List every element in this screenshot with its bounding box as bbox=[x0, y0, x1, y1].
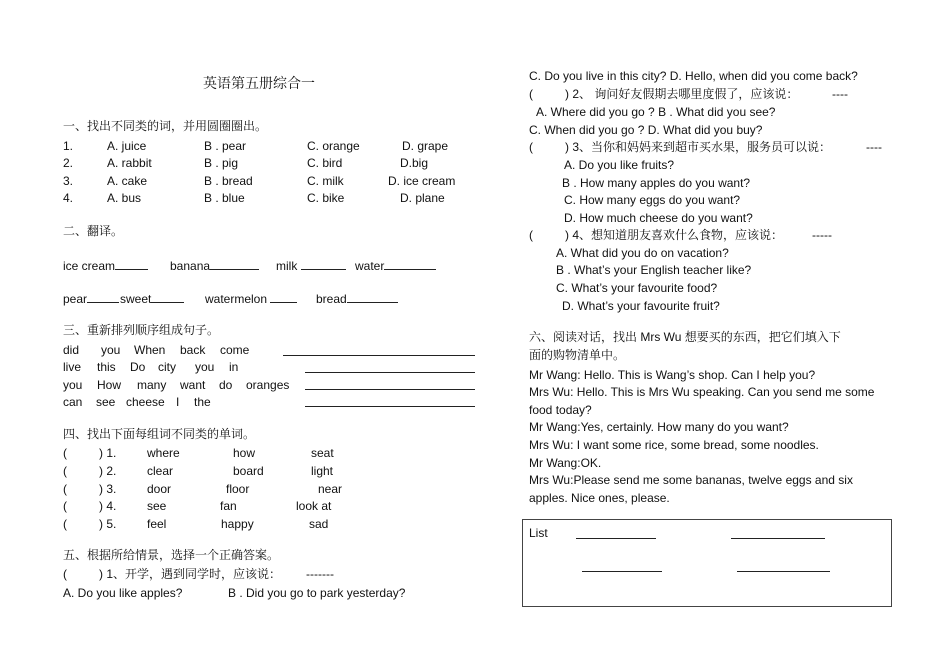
section-2-heading: 二、翻译。 bbox=[63, 224, 124, 238]
answer-paren-open[interactable]: ( bbox=[63, 567, 67, 581]
scrambled-word: you bbox=[101, 343, 121, 357]
translate-item bbox=[276, 258, 346, 273]
option-c: C. orange bbox=[307, 139, 360, 153]
choice-a: A. Do you like apples? bbox=[63, 586, 183, 600]
answer-blank[interactable] bbox=[115, 258, 148, 270]
choices-c-d: C. When did you go ? D. What did you buy? bbox=[529, 123, 763, 137]
choice-b: B . How many apples do you want? bbox=[562, 176, 751, 190]
scrambled-word: oranges bbox=[246, 378, 290, 392]
question-dash: ------- bbox=[306, 567, 334, 581]
option-c: C. bird bbox=[307, 156, 343, 170]
translate-item bbox=[120, 291, 184, 306]
dialog-line: Mrs Wu: Hello. This is Mrs Wu speaking. Can you send me some bbox=[529, 385, 875, 399]
scrambled-word: the bbox=[194, 395, 211, 409]
list-answer-line[interactable] bbox=[737, 571, 830, 572]
answer-blank[interactable] bbox=[270, 291, 297, 303]
question-dash: ---- bbox=[832, 87, 848, 101]
word-option: near bbox=[318, 482, 343, 496]
scrambled-word: When bbox=[134, 343, 166, 357]
scrambled-word: live bbox=[63, 360, 82, 374]
item-number: 3. bbox=[63, 174, 74, 188]
item-number: ) 5. bbox=[99, 517, 117, 531]
answer-blank[interactable] bbox=[151, 291, 184, 303]
answer-blank[interactable] bbox=[301, 258, 346, 270]
scrambled-word: cheese bbox=[126, 395, 165, 409]
list-answer-line[interactable] bbox=[576, 538, 656, 539]
translate-word: water bbox=[355, 259, 385, 273]
answer-blank[interactable] bbox=[210, 258, 259, 270]
option-a: A. rabbit bbox=[107, 156, 152, 170]
answer-blank[interactable] bbox=[384, 258, 436, 270]
scrambled-word: Do bbox=[130, 360, 146, 374]
answer-blank[interactable] bbox=[347, 291, 398, 303]
translate-item bbox=[63, 291, 119, 306]
dialog-line: food today? bbox=[529, 403, 592, 417]
question-text: ) 4、想知道朋友喜欢什么食物，应该说： bbox=[565, 228, 784, 242]
choice-b: B . What’s your English teacher like? bbox=[556, 263, 752, 277]
section-6-heading: 六、阅读对话，找出 Mrs Wu 想要买的东西，把它们填入下 bbox=[529, 330, 841, 344]
section-5-heading: 五、根据所给情景，选择一个正确答案。 bbox=[63, 548, 280, 562]
translate-item bbox=[63, 258, 148, 273]
option-c: C. bike bbox=[307, 191, 345, 205]
section-6-heading-cont: 面的购物清单中。 bbox=[529, 348, 626, 362]
choices-a-b: A. Where did you go ? B . What did you see? bbox=[536, 105, 776, 119]
scrambled-word: want bbox=[180, 378, 206, 392]
answer-blank[interactable] bbox=[87, 291, 119, 303]
answer-paren-open[interactable]: ( bbox=[63, 517, 67, 531]
scrambled-word: back bbox=[180, 343, 206, 357]
answer-paren-open[interactable]: ( bbox=[63, 446, 67, 460]
scrambled-word: you bbox=[63, 378, 83, 392]
question-text: ) 2、 询问好友假期去哪里度假了，应该说： bbox=[565, 87, 799, 101]
choices-c-d: C. Do you live in this city? D. Hello, when did you come back? bbox=[529, 69, 858, 83]
option-b: B . bread bbox=[204, 174, 253, 188]
option-d: D.big bbox=[400, 156, 429, 170]
sentence-answer-line[interactable] bbox=[305, 389, 475, 390]
answer-paren-open[interactable]: ( bbox=[63, 482, 67, 496]
scrambled-word: How bbox=[97, 378, 122, 392]
item-number: ) 4. bbox=[99, 499, 117, 513]
scrambled-word: city bbox=[158, 360, 176, 374]
choice-a: A. What did you do on vacation? bbox=[556, 246, 729, 260]
page-title: 英语第五册综合一 bbox=[203, 75, 315, 91]
dialog-line: Mrs Wu:Please send me some bananas, twelve eggs and six bbox=[529, 473, 853, 487]
question-text: ) 3、当你和妈妈来到超市买水果，服务员可以说： bbox=[565, 140, 832, 154]
scrambled-word: did bbox=[63, 343, 80, 357]
word-option: light bbox=[311, 464, 334, 478]
translate-item bbox=[170, 258, 259, 273]
dialog-line: Mr Wang:OK. bbox=[529, 456, 602, 470]
word-option: seat bbox=[311, 446, 334, 460]
item-number: ) 2. bbox=[99, 464, 117, 478]
translate-item bbox=[316, 291, 398, 306]
translate-word: bread bbox=[316, 292, 347, 306]
scrambled-word: can bbox=[63, 395, 83, 409]
word-option: board bbox=[233, 464, 264, 478]
translate-word: watermelon bbox=[205, 292, 268, 306]
choice-b: B . Did you go to park yesterday? bbox=[228, 586, 406, 600]
option-d: D. grape bbox=[402, 139, 449, 153]
word-option: fan bbox=[220, 499, 237, 513]
option-d: D. ice cream bbox=[388, 174, 456, 188]
word-option: how bbox=[233, 446, 256, 460]
item-number: ) 1. bbox=[99, 446, 117, 460]
word-option: feel bbox=[147, 517, 167, 531]
item-number: 4. bbox=[63, 191, 74, 205]
scrambled-word: many bbox=[137, 378, 167, 392]
scrambled-word: come bbox=[220, 343, 250, 357]
choice-c: C. How many eggs do you want? bbox=[564, 193, 741, 207]
option-a: A. cake bbox=[107, 174, 148, 188]
sentence-answer-line[interactable] bbox=[283, 355, 475, 356]
section-3-heading: 三、重新排列顺序组成句子。 bbox=[63, 323, 220, 337]
choice-c: C. What’s your favourite food? bbox=[556, 281, 718, 295]
answer-paren-open[interactable]: ( bbox=[63, 464, 67, 478]
word-option: happy bbox=[221, 517, 254, 531]
option-c: C. milk bbox=[307, 174, 344, 188]
translate-word: banana bbox=[170, 259, 211, 273]
option-a: A. juice bbox=[107, 139, 147, 153]
sentence-answer-line[interactable] bbox=[305, 372, 475, 373]
word-option: look at bbox=[296, 499, 332, 513]
question-text: ) 1、开学，遇到同学时，应该说： bbox=[99, 567, 282, 581]
scrambled-word: in bbox=[229, 360, 239, 374]
answer-paren-open[interactable]: ( bbox=[529, 140, 533, 154]
sentence-answer-line[interactable] bbox=[305, 406, 475, 407]
option-a: A. bus bbox=[107, 191, 142, 205]
translate-word: milk bbox=[276, 259, 298, 273]
item-number: 2. bbox=[63, 156, 74, 170]
answer-paren-open[interactable]: ( bbox=[63, 499, 67, 513]
translate-word: pear bbox=[63, 292, 88, 306]
translate-word: ice cream bbox=[63, 259, 116, 273]
choice-a: A. Do you like fruits? bbox=[564, 158, 675, 172]
dialog-line: Mr Wang:Yes, certainly. How many do you want? bbox=[529, 420, 789, 434]
option-d: D. plane bbox=[400, 191, 445, 205]
dialog-line: Mr Wang: Hello. This is Wang’s shop. Can I help you? bbox=[529, 368, 816, 382]
section-4-heading: 四、找出下面每组词不同类的单词。 bbox=[63, 427, 256, 441]
question-dash: ---- bbox=[866, 140, 882, 154]
scrambled-word: do bbox=[219, 378, 233, 392]
option-b: B . pear bbox=[204, 139, 247, 153]
choice-d: D. How much cheese do you want? bbox=[564, 211, 753, 225]
answer-paren-open[interactable]: ( bbox=[529, 228, 533, 242]
choice-d: D. What’s your favourite fruit? bbox=[562, 299, 720, 313]
scrambled-word: you bbox=[195, 360, 215, 374]
option-b: B . pig bbox=[204, 156, 239, 170]
list-answer-line[interactable] bbox=[582, 571, 662, 572]
scrambled-word: I bbox=[176, 395, 180, 409]
word-option: floor bbox=[226, 482, 250, 496]
translate-word: sweet bbox=[120, 292, 152, 306]
translate-item bbox=[355, 258, 436, 273]
translate-item bbox=[205, 291, 297, 306]
item-number: 1. bbox=[63, 139, 74, 153]
scrambled-word: this bbox=[97, 360, 116, 374]
scrambled-word: see bbox=[96, 395, 116, 409]
word-option: door bbox=[147, 482, 172, 496]
word-option: sad bbox=[309, 517, 329, 531]
option-b: B . blue bbox=[204, 191, 245, 205]
word-option: where bbox=[147, 446, 180, 460]
dialog-line: apples. Nice ones, please. bbox=[529, 491, 670, 505]
word-option: see bbox=[147, 499, 167, 513]
list-answer-line[interactable] bbox=[731, 538, 825, 539]
shopping-list-box bbox=[522, 519, 892, 607]
list-label: List bbox=[529, 526, 548, 540]
word-option: clear bbox=[147, 464, 174, 478]
question-dash: ----- bbox=[812, 228, 832, 242]
dialog-line: Mrs Wu: I want some rice, some bread, some noodles. bbox=[529, 438, 819, 452]
answer-paren-open[interactable]: ( bbox=[529, 87, 533, 101]
section-1-heading: 一、找出不同类的词，并用圆圈圈出。 bbox=[63, 119, 268, 133]
item-number: ) 3. bbox=[99, 482, 117, 496]
